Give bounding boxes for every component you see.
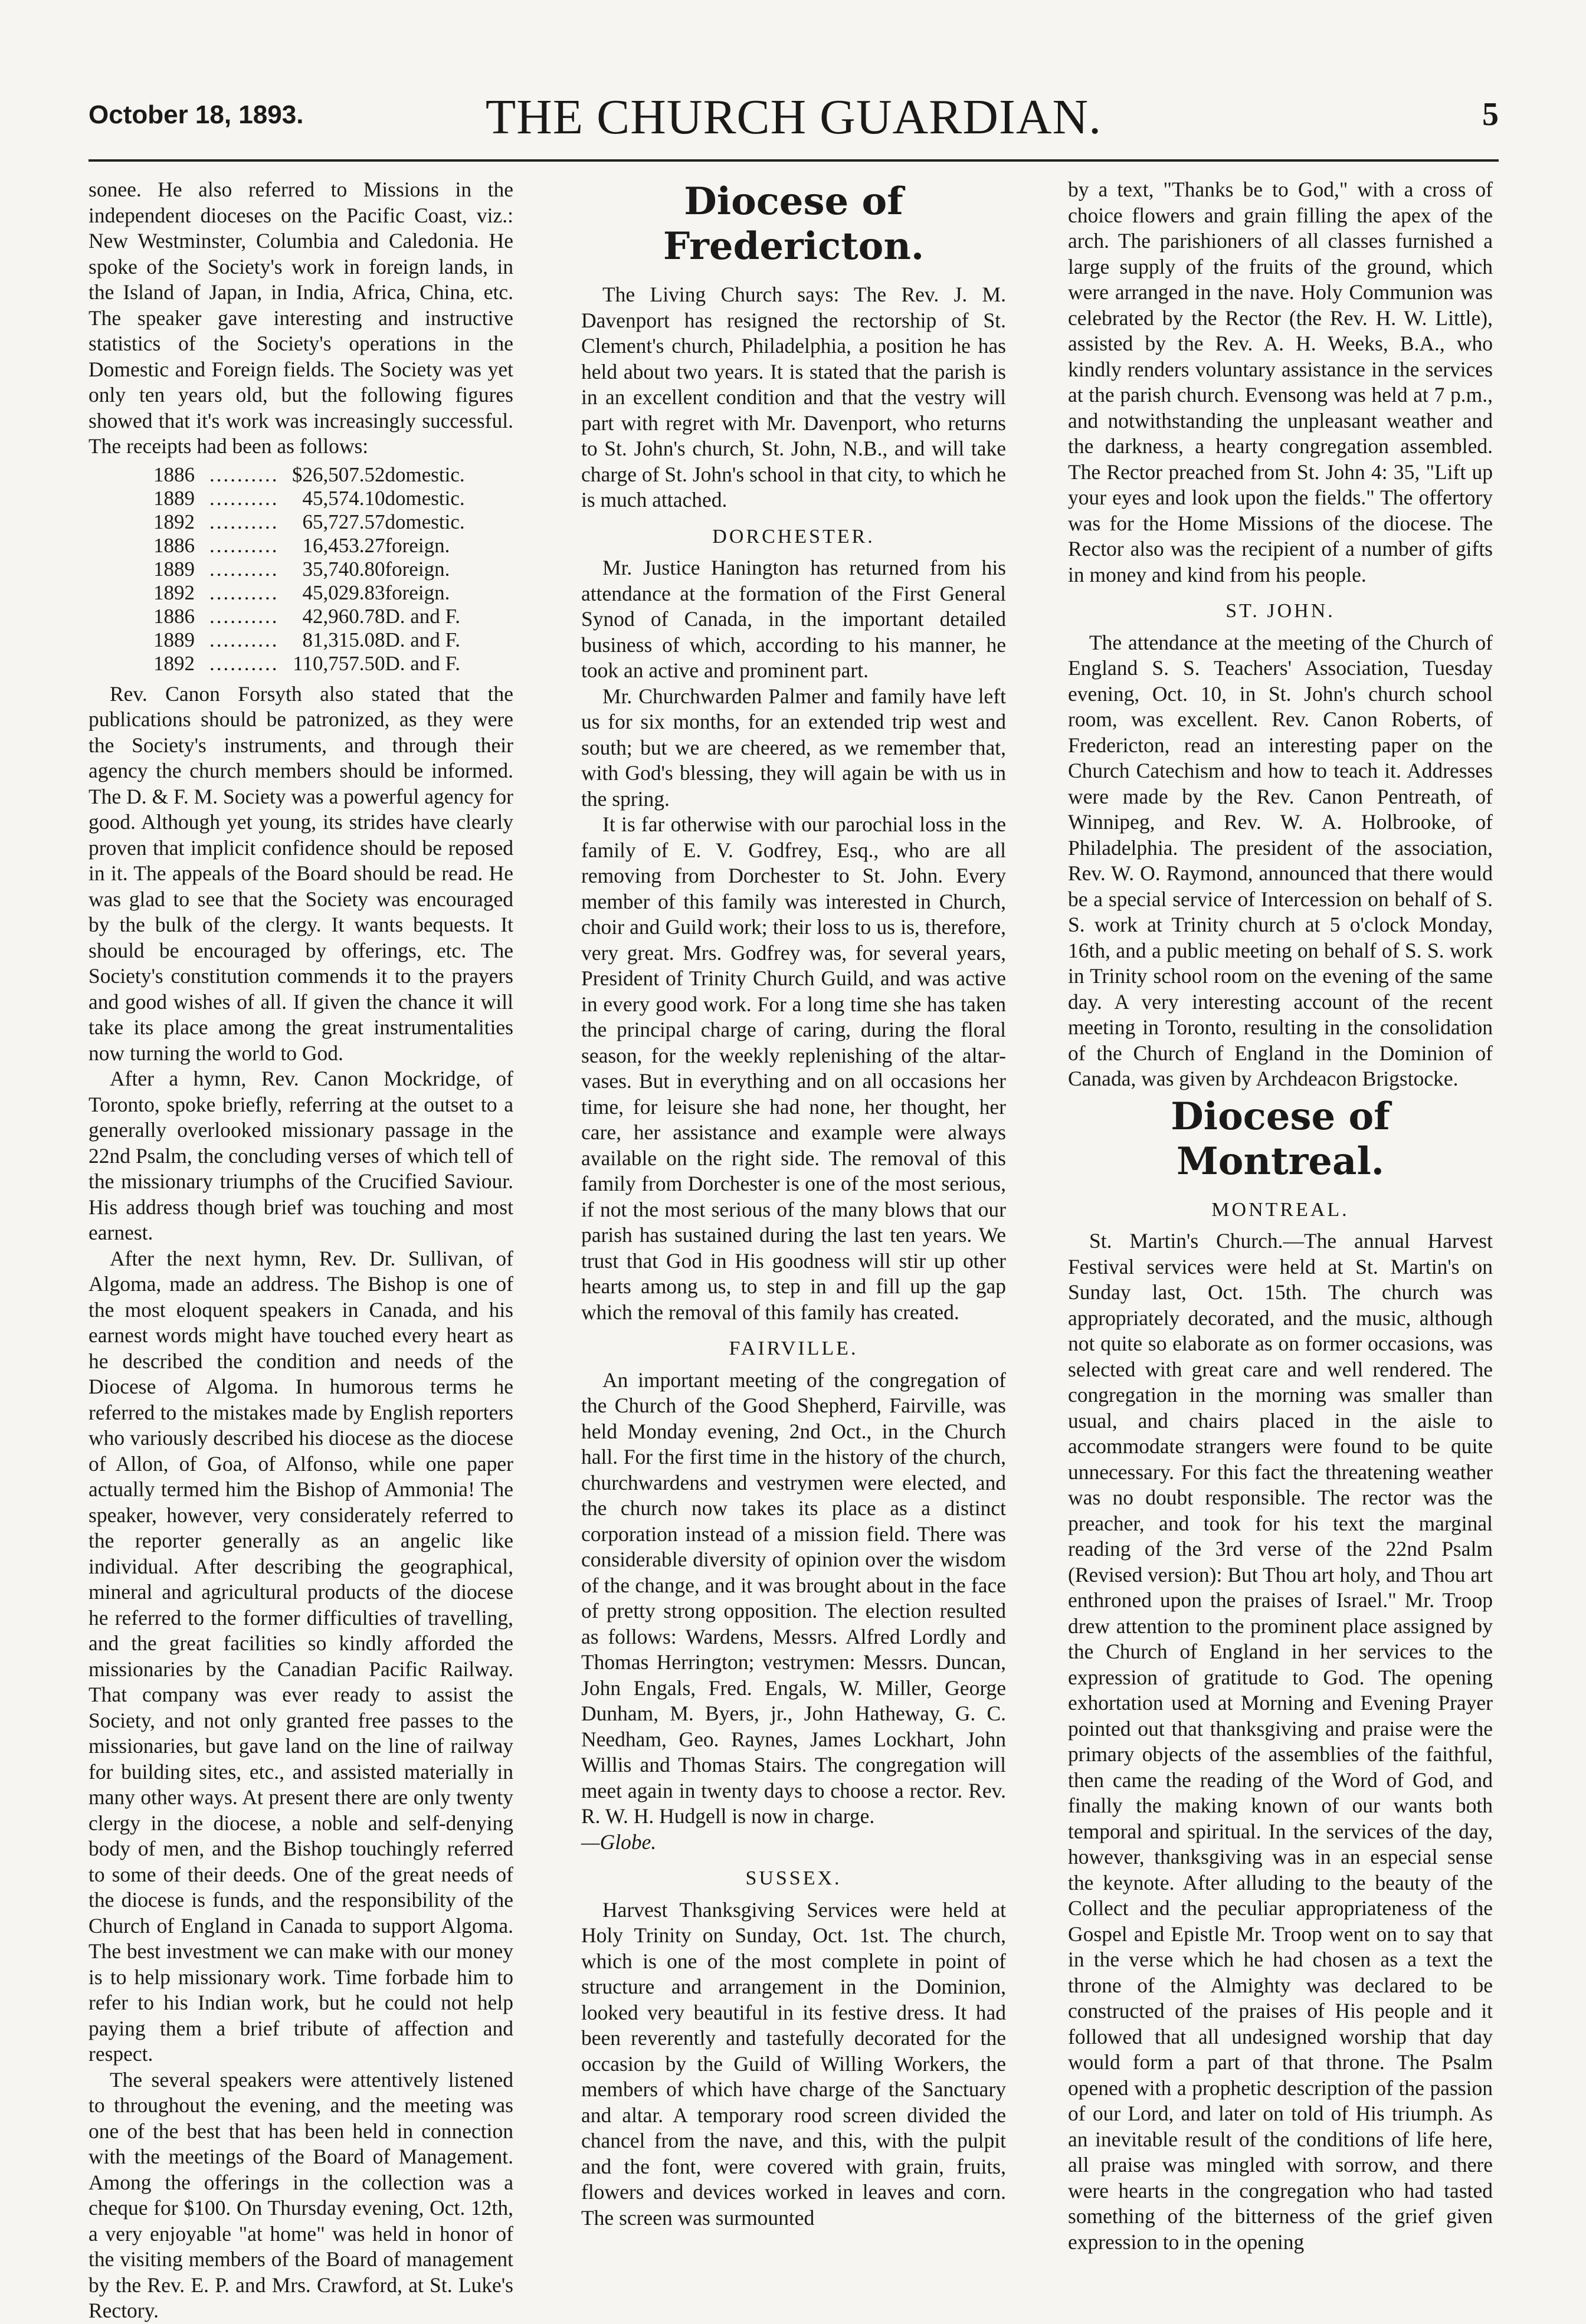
receipt-row	[153, 487, 496, 510]
receipt-type: domestic.	[385, 486, 465, 510]
paragraph: by a text, "Thanks be to God," with a cross of choice flowers and grain filling the apex of the arch. The parishioners of all classes furnished a large supply of the fruits of the ground, which were arranged in the nave. Holy Communion was celebrated by the Rector (the Rev. H. W. Little), assisted by the Rev. A. H. Weeks, B.A., who kindly renders voluntary assistance in the services at the parish church. Evensong was held at 7 p.m., and notwithstanding the unpleasant weather and the darkness, a hearty congregation assembled. The Rector preached from St. John 4: 35, "Lift up your eyes and look upon the fields." The offertory was for the Home Missions of the diocese. The Rector also was the recipient of a number of gifts in money and kind from his people.	[1068, 178, 1493, 586]
receipt-type: domestic.	[385, 463, 465, 486]
paragraph: Mr. Churchwarden Palmer and family have left us for six months, for an extended trip west and south; but we are cheered, as we remember that, with God's blessing, they will again be with us in the spring.	[581, 684, 1006, 811]
paragraph: Harvest Thanksgiving Services were held at Holy Trinity on Sunday, Oct. 1st. The church, which is one of the most complete in point of structure and arrangement in the Dominion, looked very beautiful in its festive dress. It had been reverently and tastefully decorated for the occasion by the Guild of Willing Workers, the members of which have charge of the Sanctuary and altar. A temporary rood screen divided the chancel from the nave, and this, with the pulpit and the font, were covered with grain, fruits, flowers and devices worked in leaves and corn. The screen was surmounted	[581, 1897, 1006, 2230]
receipt-amount: 81,315.08	[302, 628, 385, 651]
receipt-row	[153, 534, 496, 558]
paragraph: The Living Church says: The Rev. J. M. Davenport has resigned the rectorship of St. Clement's church, Philadelphia, a position he has held about two years. It is stated that the parish is in an excellent condition and that the vestry will part with regret with Mr. Davenport, who returns to St. John's church, St. John, N.B., and will take charge of St. John's school in that city, to which he is much attached.	[581, 283, 1006, 512]
paragraph: It is far otherwise with our parochial loss in the family of E. V. Godfrey, Esq., who are all removing from Dorchester to St. John. Every member of this family was interested in Church, choir and Guild work; their loss to us is, therefore, very great. Mrs. Godfrey was, for several years, President of Trinity Church Guild, and was active in every good work. For a long time she has taken the principal charge of caring, during the floral season, for the weekly replenishing of the altar-vases. But in everything and on all occasions her time, for leisure she had none, her thought, her care, her assistance and example were always available on the right side. The removal of this family from Dorchester is one of the most serious, if not the most serious of the many blows that our parish has sustained during the last ten years. We trust that God in His goodness will stir up other hearts among us, to step in and fill up the gap which the removal of this family has created.	[581, 812, 1006, 1324]
paragraph: After the next hymn, Rev. Dr. Sullivan, of Algoma, made an address. The Bishop is one of the most eloquent speakers in Canada, and his earnest words might have touched every heart as he described the condition and needs of the Diocese of Algoma. In humorous terms he referred to the mistakes made by English reporters who variously described his diocese as the diocese of Allon, of Goa, of Alfonso, while one paper actually termed him the Bishop of Ammonia! The speaker, however, very considerately referred to the reporter generally as an angelic like individual. After describing the geographical, mineral and agricultural products of the diocese he referred to the former difficulties of travelling, and the great facilities so kindly afforded the missionaries by the Canadian Pacific Railway. That company was ever ready to assist the Society, and not only granted free passes to the missionaries, but gave land on the line of railway for building sites, etc., and assisted materially in many other ways. At present there are only twenty clergy in the diocese, a noble and self-denying body of men, and the Bishop touchingly referred to some of their deeds. One of the great needs of the diocese is funds, and the responsibility of the Church of England in Canada to support Algoma. The best investment we can make with our money is to help missionary work. Time forbade him to refer to his Indian work, but he could not help paying them a brief tribute of affection and respect.	[89, 1246, 513, 2066]
subheading: FAIRVILLE.	[729, 1338, 858, 1359]
paragraph: The several speakers were attentively listened to throughout the evening, and the meeting was one of the best that has been held in connection with the meetings of the Board of Management. Among the offerings in the collection was a cheque for $100. On Thursday evening, Oct. 12th, a very enjoyable "at home" was held in honor of the visiting members of the Board of management by the Rev. E. P. and Mrs. Crawford, at St. Luke's Rectory.	[89, 2067, 513, 2322]
paragraph: Mr. Justice Hanington has returned from his attendance at the formation of the First General Synod of Canada, in the important detailed business of which, according to his manner, he took an active and prominent part.	[581, 556, 1006, 682]
subheading: SUSSEX.	[745, 1867, 842, 1889]
page-number: 5	[1482, 96, 1499, 133]
receipt-year: 1892	[153, 581, 195, 604]
receipt-amount: $26,507.52	[292, 463, 385, 486]
subheading: ST. JOHN.	[1225, 600, 1335, 622]
receipt-year: 1889	[153, 557, 195, 581]
receipt-amount: 45,574.10	[302, 486, 385, 510]
subheading: DORCHESTER.	[712, 525, 875, 548]
receipt-year: 1886	[153, 533, 195, 557]
issue-date: October 18, 1893.	[89, 100, 304, 129]
receipts-table	[153, 463, 496, 676]
receipt-amount: 42,960.78	[302, 604, 385, 628]
receipt-amount: 110,757.50	[293, 651, 385, 675]
receipt-row	[153, 652, 496, 676]
receipt-year: 1892	[153, 510, 195, 533]
column-1	[89, 177, 513, 2322]
receipt-year: 1886	[153, 463, 195, 486]
receipt-type: D. and F.	[385, 604, 460, 628]
leader-dots: ..........	[209, 510, 279, 533]
paragraph: The attendance at the meeting of the Church of England S. S. Teachers' Association, Tuesday evening, Oct. 10, in St. John's church school room, was excellent. Rev. Canon Roberts, of Fredericton, read an interesting paper on the Church Catechism and how to teach it. Addresses were made by the Rev. Canon Pentreath, of Winnipeg, and Rev. W. A. Holbrooke, of Philadelphia. The president of the association, Rev. W. O. Raymond, announced that there would be a special service of Intercession on behalf of S. S. work at Trinity church at 5 o'clock Monday, 16th, and a public meeting on behalf of S. S. work in Trinity school room on the evening of the same day. A very interesting account of the recent meeting in Toronto, resulting in the consolidation of the Church of England in the Dominion of Canada, was given by Archdeacon Brigstocke.	[1068, 630, 1493, 1090]
leader-dots: ..........	[209, 486, 279, 510]
subheading: MONTREAL.	[1211, 1198, 1349, 1221]
receipt-type: D. and F.	[385, 651, 460, 675]
receipt-amount: 45,029.83	[302, 581, 385, 604]
receipt-row	[153, 558, 496, 581]
leader-dots: ..........	[209, 651, 279, 675]
receipt-year: 1892	[153, 651, 195, 675]
receipt-type: D. and F.	[385, 628, 460, 651]
receipt-amount: 35,740.80	[302, 557, 385, 581]
receipt-type: foreign.	[385, 557, 450, 581]
leader-dots: ..........	[209, 463, 279, 486]
receipt-year: 1886	[153, 604, 195, 628]
section-heading: Diocese of Montreal.	[1171, 1094, 1390, 1184]
receipt-row	[153, 581, 496, 605]
paragraph: Rev. Canon Forsyth also stated that the publications should be patronized, as they were the Society's instruments, and through their agency the church members should be informed. The D. & F. M. Society was a powerful agency for good. Although yet young, its strides have clearly proven that implicit confidence should be reposed in it. The appeals of the Board should be read. He was glad to see that the Society was encouraged by the bulk of the clergy. It wants bequests. It should be encouraged by offerings, etc. The Society's constitution commends it to the prayers and good wishes of all. If given the chance it will take its place among the great instrumentalities now turning the world to God.	[89, 681, 513, 1065]
masthead	[89, 83, 1499, 162]
leader-dots: ..........	[209, 557, 279, 581]
paragraph: sonee. He also referred to Missions in the independent dioceses on the Pacific Coast, viz.: New Westminster, Columbia and Caledonia. He spoke of the Society's work in foreign lands, in the Island of Japan, in India, Africa, China, etc. The speaker gave interesting and instructive statistics of the Society's operations in the Domestic and Foreign fields. The Society was yet only ten years old, but the following figures showed that it's work was increasingly successful. The receipts had been as follows:	[89, 178, 513, 458]
paragraph: St. Martin's Church.—The annual Harvest Festival services were held at St. Martin's on Sunday last, Oct. 15th. The church was appropriately decorated, and the music, although not quite so elaborate as on former occasions, was selected with great care and well rendered. The congregation in the morning was smaller than usual, and chairs placed in the aisle to accommodate strangers were found to be quite unnecessary. For this fact the threatening weather was no doubt responsible. The rector was the preacher, and took for his text the marginal reading of the 3rd verse of the 22nd Psalm (Revised version): But Thou art holy, and Thou art enthroned upon the praises of Israel." Mr. Troop drew attention to the prominent place assigned by the Church of England in her services to the expression of gratitude to God. The opening exhortation used at Morning and Evening Prayer pointed out that thanksgiving and praise were the primary objects of the assemblies of the faithful, then came the reading of the Word of God, and finally the making known of our wants both temporal and spiritual. In the services of the day, however, thanksgiving was in an especial sense the keynote. After alluding to the beauty of the Collect and the peculiar appropriateness of the Gospel and Epistle Mr. Troop went on to say that in the verse which he had chosen as a text the throne of the Almighty was declared to be constructed of the praises of His people and it followed that all undesigned worship that day would form a part of that throne. The Psalm opened with a prophetic description of the passion of our Lord, and later on told of His triumph. As an inevitable result of the conditions of life here, all praise was mingled with sorrow, and there were hearts in the congregation who had tasted something of the bitterness of the grief given expression to in the opening	[1068, 1229, 1493, 2254]
receipt-row	[153, 463, 496, 487]
receipt-type: foreign.	[385, 581, 450, 604]
column-2	[581, 177, 1006, 2254]
receipt-row	[153, 510, 496, 534]
source-credit: —Globe.	[581, 1830, 657, 1854]
receipt-year: 1889	[153, 486, 195, 510]
receipt-row	[153, 605, 496, 628]
receipt-type: foreign.	[385, 533, 450, 557]
leader-dots: ..........	[209, 628, 279, 651]
paragraph: An important meeting of the congregation of the Church of the Good Shepherd, Fairville, was held Monday evening, 2nd Oct., in the Church hall. For the first time in the history of the church, churchwardens and vestrymen were elected, and the church now takes its place as a distinct corporation instead of a mission field. There was considerable diversity of opinion over the wisdom of the change, and it was brought about in the face of pretty strong opposition. The election resulted as follows: Wardens, Messrs. Alfred Lordly and Thomas Herrington; vestrymen: Messrs. Duncan, John Engals, Fred. Engals, W. Miller, George Dunham, M. Byers, jr., John Hatheway, G. C. Needham, Geo. Raynes, James Lockhart, John Willis and Thomas Stairs. The congregation will meet again in twenty days to choose a rector. Rev. R. W. H. Hudgell is now in charge.	[581, 1368, 1006, 1828]
newspaper-title: THE CHURCH GUARDIAN.	[485, 90, 1102, 145]
receipt-type: domestic.	[385, 510, 465, 533]
receipt-amount: 65,727.57	[302, 510, 385, 533]
leader-dots: ..........	[209, 533, 279, 557]
receipt-amount: 16,453.27	[302, 533, 385, 557]
leader-dots: ..........	[209, 581, 279, 604]
section-heading: Diocese of Fredericton.	[663, 179, 925, 268]
leader-dots: ..........	[209, 604, 279, 628]
receipt-row	[153, 628, 496, 652]
column-3	[1068, 177, 1493, 2254]
paragraph: After a hymn, Rev. Canon Mockridge, of Toronto, spoke briefly, referring at the outset to a generally overlooked missionary passage in the 22nd Psalm, the concluding verses of which tell of the missionary triumphs of the Crucified Saviour. His address though brief was touching and most earnest.	[89, 1067, 513, 1244]
receipt-year: 1889	[153, 628, 195, 651]
